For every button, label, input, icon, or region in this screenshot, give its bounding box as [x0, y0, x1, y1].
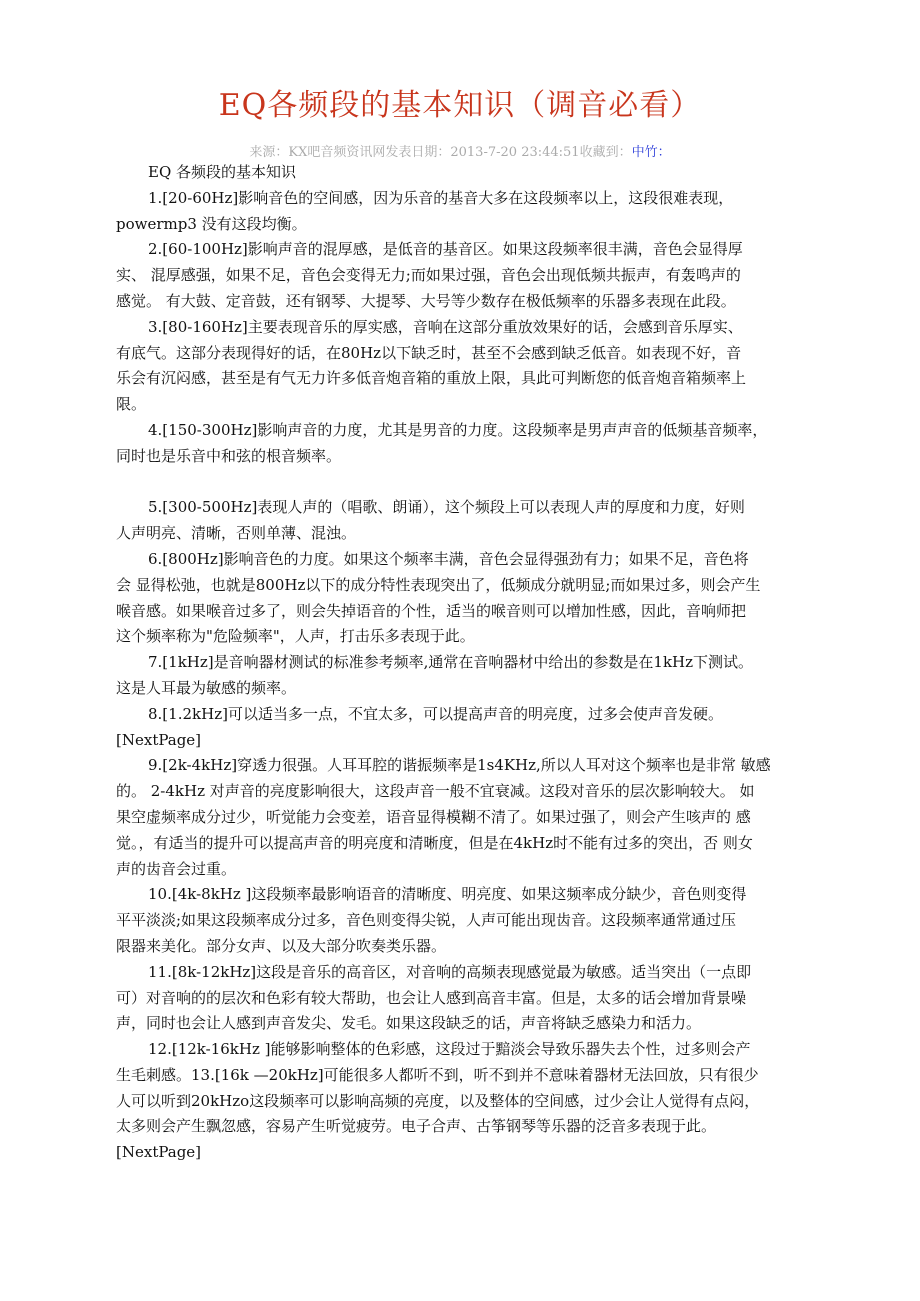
- paragraph: [116, 315, 808, 418]
- next-page-text: [NextPage]: [116, 730, 202, 749]
- paragraph-line: 4.[150-300Hz]影响声音的力度，尤其是男音的力度。这段频率是男声声音的低频基音频率，: [148, 420, 768, 439]
- paragraph-line: 5.[300-500Hz]表现人声的（唱歌、朗诵），这个频段上可以表现人声的厚度和力度，好则: [148, 498, 745, 517]
- paragraph-line: 这是人耳最为敏感的频率。: [116, 678, 297, 697]
- paragraph-line: 的。 2-4kHz 对声音的亮度影响很大，这段声音一般不宜衰减。这段对音乐的层次影响较大。 如: [116, 782, 755, 801]
- paragraph: [116, 702, 808, 728]
- paragraph-line: powermp3 没有这段均衡。: [116, 214, 307, 233]
- next-page-marker: [116, 1140, 808, 1166]
- paragraph-line: 果空虚频率成分过少，听觉能力会变差，语音显得模糊不清了。如果过强了，则会产生咳声的 感: [116, 807, 751, 826]
- paragraph-line: 生毛刺感。13.[16k —20kHz]可能很多人都听不到，听不到并不意味着器材无法回放，只有很少: [116, 1065, 759, 1084]
- next-page-marker: [116, 728, 808, 754]
- paragraph-line: 限器来美化。部分女声、以及大部分吹奏类乐器。: [116, 936, 447, 955]
- paragraph: [116, 418, 808, 470]
- article-body: [116, 160, 808, 1166]
- paragraph-line: 限。: [116, 395, 147, 414]
- paragraph-line: 声的齿音会过重。: [116, 859, 237, 878]
- paragraph-line: 7.[1kHz]是音响器材测试的标准参考频率,通常在音响器材中给出的参数是在1kHz下测试。: [148, 653, 754, 672]
- paragraph-line: 感觉。 有大鼓、定音鼓，还有钢琴、大提琴、大号等少数存在极低频率的乐器多表现在此段。: [116, 291, 736, 310]
- paragraph-line: 会 显得松弛，也就是800Hz以下的成分特性表现突出了，低频成分就明显;而如果过多，则会产生: [116, 575, 761, 594]
- paragraph-line: 这个频率称为"危险频率"，人声，打击乐多表现于此。: [116, 627, 475, 646]
- paragraph-line: 9.[2k-4kHz]穿透力很强。人耳耳腔的谐振频率是1s4KHz,所以人耳对这个频率也是非常 敏感: [148, 756, 771, 775]
- paragraph-line: 12.[12k-16kHz ]能够影响整体的色彩感，这段过于黯淡会导致乐器失去个性，过多则会产: [148, 1040, 751, 1059]
- paragraph-line: 人声明亮、清晰，否则单薄、混浊。: [116, 524, 357, 543]
- paragraph: [116, 753, 808, 882]
- favorite-link[interactable]: 中竹：: [631, 145, 671, 160]
- paragraph: [116, 1037, 808, 1140]
- paragraph: [116, 237, 808, 314]
- paragraph-line: 喉音感。如果喉音过多了，则会失掉语音的个性，适当的喉音则可以增加性感，因此，音响师把: [116, 601, 747, 620]
- paragraph-line: 2.[60-100Hz]影响声音的混厚感，是低音的基音区。如果这段频率很丰满，音色会显得厚: [148, 240, 743, 259]
- paragraph-line: 11.[8k-12kHz]这段是音乐的高音区，对音响的高频表现感觉最为敏感。适当突出（一点即: [148, 962, 752, 981]
- source-text: 来源：KX吧音频资讯网发表日期：2013-7-20 23:44:51收藏到：: [249, 145, 632, 160]
- paragraph: [116, 882, 808, 959]
- paragraph: [116, 547, 808, 650]
- paragraph-line: 太多则会产生飘忽感，容易产生听觉疲劳。电子合声、古筝钢琴等乐器的泛音多表现于此。: [116, 1117, 717, 1136]
- paragraph-line: 3.[80-160Hz]主要表现音乐的厚实感，音响在这部分重放效果好的话，会感到音乐厚实、: [148, 317, 743, 336]
- next-page-text: [NextPage]: [116, 1143, 202, 1162]
- section-heading: EQ 各频段的基本知识: [148, 163, 297, 181]
- paragraph-line: 6.[800Hz]影响音色的力度。如果这个频率丰满，音色会显得强劲有力；如果不足，音色将: [148, 549, 749, 568]
- paragraph-line: 同时也是乐音中和弦的根音频率。: [116, 446, 342, 465]
- paragraph: [116, 495, 808, 547]
- paragraph-line: 人可以听到20kHzo这段频率可以影响高频的亮度，以及整体的空间感，过少会让人觉得有点闷，: [116, 1091, 760, 1110]
- paragraph-line: 乐会有沉闷感，甚至是有气无力许多低音炮音箱的重放上限，具此可判断您的低音炮音箱频率上: [116, 369, 747, 388]
- blank-line: [116, 470, 808, 496]
- paragraph: [116, 186, 808, 238]
- paragraph-line: 声，同时也会让人感到声音发尖、发毛。如果这段缺乏的话，声音将缺乏感染力和活力。: [116, 1014, 702, 1033]
- paragraph-line: 10.[4k-8kHz ]这段频率最影响语音的清晰度、明亮度、如果这频率成分缺少，音色则变得: [148, 885, 747, 904]
- paragraph-line: 实、 混厚感强，如果不足，音色会变得无力;而如果过强，音色会出现低频共振声，有轰鸣声的: [116, 266, 741, 285]
- paragraph: [116, 960, 808, 1037]
- paragraph-line: 觉。，有适当的提升可以提高声音的明亮度和清晰度，但是在4kHz时不能有过多的突出，否 则女: [116, 833, 753, 852]
- paragraph-line: 有底气。这部分表现得好的话，在80Hz以下缺乏时，甚至不会感到缺乏低音。如表现不好，音: [116, 343, 742, 362]
- article-source: [0, 141, 920, 160]
- paragraph: [116, 650, 808, 702]
- paragraph-line: 1.[20-60Hz]影响音色的空间感，因为乐音的基音大多在这段频率以上，这段很难表现，: [148, 188, 734, 207]
- paragraph-line: 可）对音响的的层次和色彩有较大帮助，也会让人感到高音丰富。但是，太多的话会增加背景噪: [116, 988, 747, 1007]
- paragraph-line: 8.[1.2kHz]可以适当多一点，不宜太多，可以提高声音的明亮度，过多会使声音发硬。: [148, 704, 723, 723]
- paragraph-line: 平平淡淡;如果这段频率成分过多，音色则变得尖锐，人声可能出现齿音。这段频率通常通过压: [116, 911, 737, 930]
- article-title: EQ各频段的基本知识（调音必看）: [218, 88, 702, 123]
